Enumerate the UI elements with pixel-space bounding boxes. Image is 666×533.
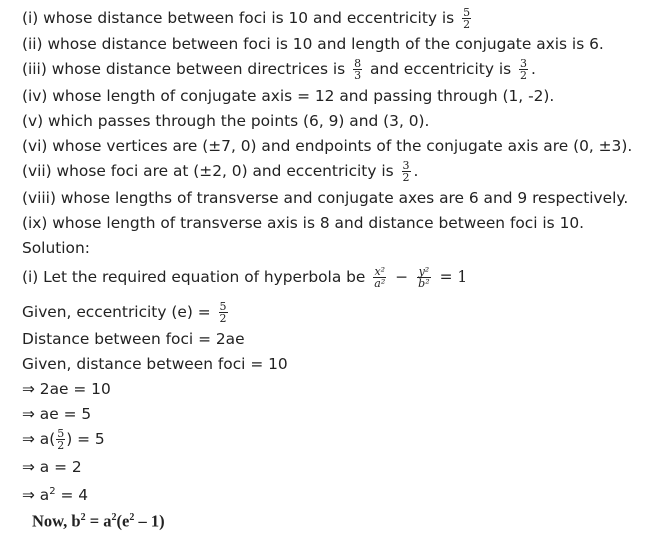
question-part-ii: (ii) whose distance between foci is 10 and length of the conjugate axis is 6. — [22, 35, 604, 53]
solution-heading: Solution: — [22, 239, 90, 257]
fraction: $\frac{5}{2}$ — [219, 300, 227, 325]
question-part-iii: (iii) whose distance between directrices is $\frac{8}{3}$ and eccentricity is $\frac{3}{2}$ . — [22, 57, 536, 82]
step-a-squared: ⇒ $a^2 = 4$ — [22, 486, 89, 505]
solution-equation-line: (i) Let the required equation of hyperbola be $\frac{\text{x²}}{\text{a²}}$ − $\frac{\text{y²}}{\text{b²}}$ = 1 — [22, 265, 468, 290]
question-part-v: (v) which passes through the points (6, 9) and (3, 0). — [22, 112, 430, 130]
step-a-value: ⇒ a = 2 — [22, 458, 82, 476]
question-part-vi: (vi) whose vertices are (±7, 0) and endpoints of the conjugate axis are (0, ±3). — [22, 137, 633, 155]
fraction: $\frac{5}{2}$ — [463, 6, 471, 31]
step-2ae: ⇒ 2ae = 10 — [22, 380, 111, 398]
given-distance-line: Given, distance between foci = 10 — [22, 355, 288, 373]
fraction: $\frac{3}{2}$ — [520, 57, 528, 82]
question-part-vii: (vii) whose foci are at (±2, 0) and eccentricity is $\frac{3}{2}$ . — [22, 159, 419, 184]
fraction-y2-b2: $\frac{\text{y²}}{\text{b²}}$ — [418, 265, 430, 290]
fraction: $\frac{5}{2}$ — [57, 427, 65, 452]
eccentricity-line: Given, eccentricity (e) = $\frac{5}{2}$ — [22, 300, 227, 325]
fraction: $\frac{3}{2}$ — [402, 159, 410, 184]
question-part-iv: (iv) whose length of conjugate axis = 12 and passing through (1, -2). — [22, 87, 555, 105]
question-part-i: (i) whose distance between foci is 10 and eccentricity is $\frac{5}{2}$ — [22, 6, 471, 31]
fraction: $\frac{8}{3}$ — [354, 57, 362, 82]
fraction-x2-a2: $\frac{\text{x²}}{\text{a²}}$ — [374, 265, 386, 290]
question-part-ix: (ix) whose length of transverse axis is 8 and distance between foci is 10. — [22, 214, 585, 232]
foci-distance-line: Distance between foci = 2ae — [22, 330, 245, 348]
step-b-squared: Now, $b^2 = a^2(e^2 - 1)$ — [32, 511, 165, 531]
step-ae: ⇒ ae = 5 — [22, 405, 92, 423]
step-a-fraction: ⇒ a( $\frac{5}{2}$ ) = 5 — [22, 427, 105, 452]
question-part-viii: (viii) whose lengths of transverse and conjugate axes are 6 and 9 respectively. — [22, 189, 629, 207]
